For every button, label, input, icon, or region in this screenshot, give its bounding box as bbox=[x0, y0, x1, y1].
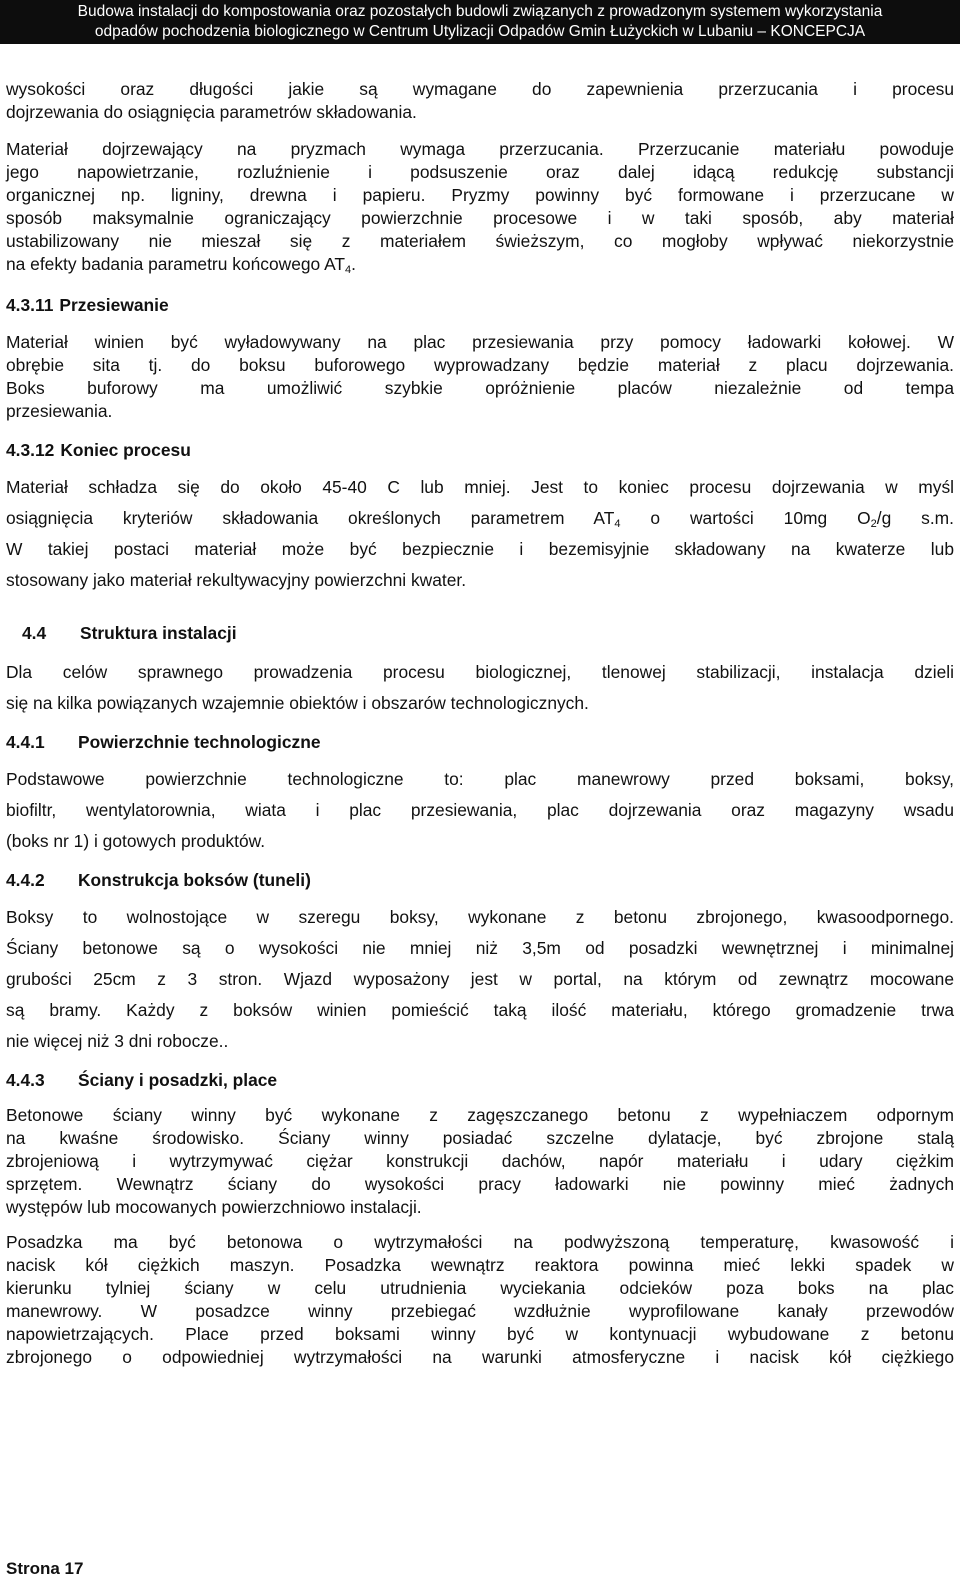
heading-4-4-2: 4.4.2 Konstrukcja boksów (tuneli) bbox=[6, 870, 311, 890]
paragraph-maturation-intro: wysokości oraz długości jakie są wymagane do zapewnienia przerzucania i procesu dojrzewania do osiągnięcia parametrów składowania. bbox=[6, 79, 954, 122]
page-number: Strona 17 bbox=[6, 1559, 84, 1578]
heading-4-3-11: 4.3.11 Przesiewanie bbox=[6, 295, 169, 315]
paragraph-screening: Materiał winien być wyładowywany na plac przesiewania przy pomocy ładowarki kołowej. W obrębie sita tj. do boksu buforowego wyprowadzany będzie materiał z placu dojrzewania. Boks buforowy ma umożliwić szybkie opróżnienie placów niezależnie od tempa przesiewania. bbox=[6, 332, 954, 421]
paragraph-floor: Posadzka ma być betonowa o wytrzymałości na podwyższoną temperaturę, kwasowość i nacisk kół ciężkich maszyn. Posadzka wewnątrz reaktora powinna mieć lekki spadek w kierunku tylniej ściany w celu utrudnienia wyciekania odcieków poza boks na plac manewrowy. W posadzce winny przebiegać wzdłużnie wyprofilowane kanały przewodów napowietrzających. Place przed boksami winny być w kontynuacji wybudowane z betonu zbrojonego o odpowiedniej wytrzymałości na warunki atmosferyczne i nacisk kół ciężkiego bbox=[6, 1232, 954, 1367]
header-line-2: odpadów pochodzenia biologicznego w Centrum Utylizacji Odpadów Gmin Łużyckich w Lubaniu – KONCEPCJA bbox=[94, 23, 866, 40]
paragraph-technological-surfaces: Podstawowe powierzchnie technologiczne to: plac manewrowy przed boksami, boksy, biofiltr, wentylatorownia, wiata i plac przesiewania, plac dojrzewania oraz magazyny wsadu (boks nr 1) i gotowych produktów. bbox=[6, 769, 954, 851]
heading-4-3-12: 4.3.12 Koniec procesu bbox=[6, 440, 191, 460]
page-content bbox=[6, 78, 954, 1378]
paragraph-structure: Dla celów sprawnego prowadzenia procesu biologicznej, tlenowej stabilizacji, instalacja dzieli się na kilka powiązanych wzajemnie obiektów i obszarów technologicznych. bbox=[6, 662, 954, 713]
paragraph-turning: Materiał dojrzewający na pryzmach wymaga przerzucania. Przerzucanie materiału powoduje jego napowietrzanie, rozluźnienie i podsuszenie oraz dalej idącą redukcję substancji organicznej np. ligniny, drewna i papieru. Pryzmy powinny być formowane i przerzucane w sposób maksymalnie ograniczający powierzchnie procesowe i w taki sposób, aby materiał ustabilizowany nie mieszał się z materiałem świeższym, co mogłoby wpływać niekorzystnie na efekty badania parametru końcowego $AT_4$. bbox=[6, 139, 954, 276]
paragraph-box-construction: Boksy to wolnostojące w szeregu boksy, wykonane z betonu zbrojonego, kwasoodpornego. Ściany betonowe są o wysokości nie mniej niż 3,5m od posadzki wewnętrznej i minimalnej grubości 25cm z 3 stron. Wjazd wyposażony jest w portal, na którym od zewnątrz mocowane są bramy. Każdy z boksów winien pomieścić taką ilość materiału, którego gromadzenie trwa nie więcej niż 3 dni robocze.. bbox=[6, 907, 954, 1051]
paragraph-process-end: Materiał schładza się do około 45-40 C lub mniej. Jest to koniec procesu dojrzewania w myśl osiągnięcia kryteriów składowania określonych parametrem $AT_4$ o wartości 10mg $O_2/g$ s.m. W takiej postaci materiał może być bezpiecznie i bezemisyjnie składowany na kwaterze lub stosowany jako materiał rekultywacyjny powierzchni kwater. bbox=[6, 477, 954, 590]
heading-4-4: 4.4 Struktura instalacji bbox=[22, 623, 237, 643]
heading-4-4-1: 4.4.1 Powierzchnie technologiczne bbox=[6, 732, 321, 752]
paragraph-walls: Betonowe ściany winny być wykonane z zagęszczanego betonu z wypełniaczem odpornym na kwaśne środowisko. Ściany winny posiadać szczelne dylatacje, być zbrojone stalą zbrojeniową i wytrzymywać ciężar konstrukcji dachów, napór materiału i udary ciężkim sprzętem. Wewnątrz ściany do wysokości pracy ładowarki nie powinny mieć żadnych występów lub mocowanych powierzchniowo instalacji. bbox=[6, 1105, 954, 1217]
header-line-1: Budowa instalacji do kompostowania oraz pozostałych budowli związanych z prowadzonym systemem wykorzystania bbox=[77, 3, 883, 20]
document-header bbox=[0, 0, 960, 44]
heading-4-4-3: 4.4.3 Ściany i posadzki, place bbox=[6, 1070, 278, 1090]
